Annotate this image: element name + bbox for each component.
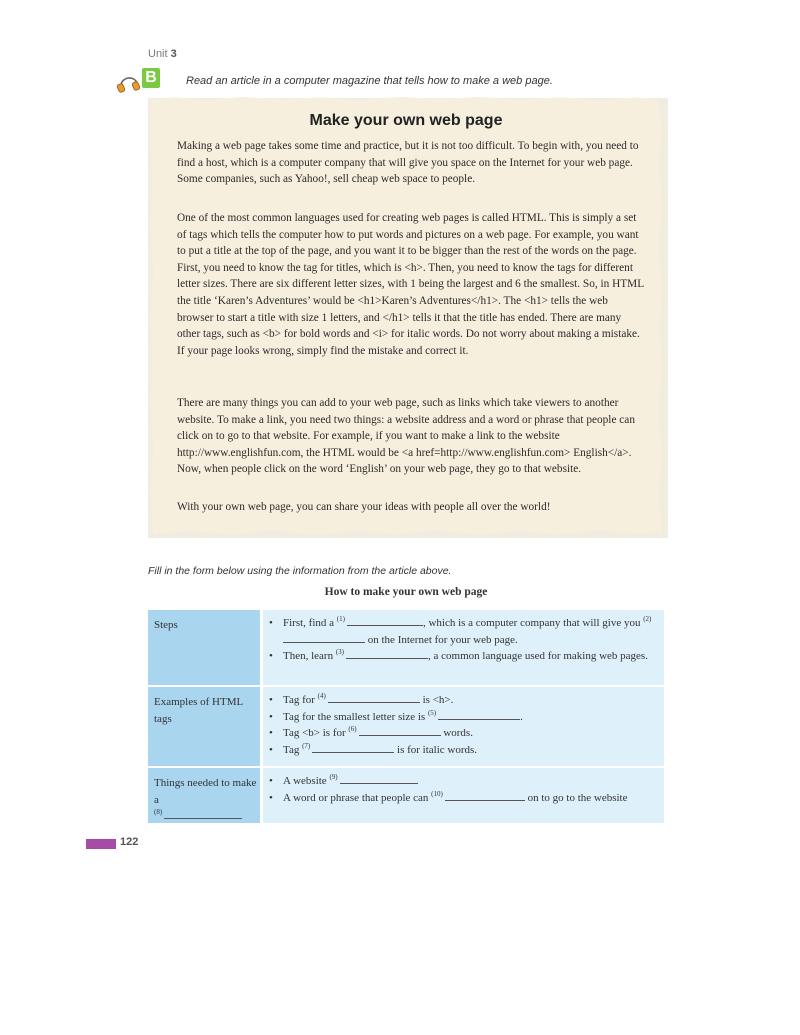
list-item: • A word or phrase that people can $^{(10)}$ on to go to the website bbox=[269, 790, 659, 807]
blank-8[interactable] bbox=[164, 808, 242, 819]
page-accent-bar bbox=[86, 839, 116, 849]
blank-2[interactable] bbox=[283, 632, 365, 643]
blank-4[interactable] bbox=[328, 692, 420, 703]
list-item: • Tag for $^{(4)}$ is <h>. bbox=[269, 692, 659, 709]
page-number: 122 bbox=[120, 836, 139, 848]
article-title: Make your own web page bbox=[309, 112, 503, 129]
blank-6[interactable] bbox=[359, 725, 441, 736]
row-label: Steps bbox=[154, 619, 178, 631]
blank-7[interactable] bbox=[312, 742, 394, 753]
article-paragraph-2: One of the most common languages used for creating web pages is called HTML. This is simply a set of tags which tells the computer how to put words and pictures on a web page. For example, you want to put a title at the top of the page, and you want it to be bigger than the rest of the words on the page. First, you need to know the tag for titles, which is <h>. Then, you need to know the tags for different letter sizes. There are six different letter sizes, with 1 being the largest and 6 the smallest. So, in HTML the title ‘Karen’s Adventures’ would be <h1>Karen’s Adventures</h1>. The <h1> tells the web browser to start a title with size 1 letters, and </h1> tells it that the title has ended. There are many other tags, such as <b> for bold words and <i> for italic words. Do not worry about making a mistake. If your page looks wrong, simply find the mistake and correct it. bbox=[177, 212, 644, 357]
list-item: • Tag <b> is for $^{(6)}$ words. bbox=[269, 725, 659, 742]
bullet-list bbox=[269, 692, 659, 758]
unit-label: Unit 3 bbox=[148, 48, 177, 60]
unit-number: 3 bbox=[170, 48, 177, 60]
blank-9[interactable] bbox=[340, 773, 418, 784]
list-item: • A website $^{(9)}$ bbox=[269, 773, 659, 790]
article-paragraph-3: There are many things you can add to your web page, such as links which take viewers to another website. To make a link, you need two things: a website address and a word or phrase that people can click on to go to that website. For example, if you want to make a link to the website http://www.englishfun.com, the HTML would be <a href=http://www.englishfun.com> English</a>. Now, when people click on the word ‘English’ on your web page, they go to that website. bbox=[177, 397, 635, 476]
form-row-steps bbox=[148, 610, 664, 685]
blank-5[interactable] bbox=[438, 709, 520, 720]
blank-10[interactable] bbox=[445, 790, 525, 801]
blank-3[interactable] bbox=[346, 648, 428, 659]
form-title: How to make your own web page bbox=[324, 586, 488, 598]
list-item: • Tag for the smallest letter size is $^{(5)}$ . bbox=[269, 709, 659, 726]
form-row-examples bbox=[148, 687, 664, 766]
list-item: • First, find a $^{(1)}$ , which is a computer company that will give you $^{(2)}$ on the Internet for your web page. bbox=[269, 615, 659, 648]
article-paragraph-4: With your own web page, you can share your ideas with people all over the world! bbox=[177, 501, 551, 513]
row-label: Examples of HTML tags bbox=[154, 696, 243, 725]
list-item: • Then, learn $^{(3)}$ , a common language used for making web pages. bbox=[269, 648, 659, 665]
row-label: Things needed to make a $^{(8)}$ bbox=[154, 775, 258, 825]
form-row-things bbox=[148, 768, 664, 823]
headphones-icon bbox=[116, 70, 142, 96]
reading-instruction: Read an article in a computer magazine that tells how to make a web page. bbox=[186, 75, 553, 87]
blank-1[interactable] bbox=[347, 615, 423, 626]
article-paragraph-1: Making a web page takes some time and practice, but it is not too difficult. To begin with, you need to find a host, which is a computer company that will give you space on the Internet for your web page. Some companies, such as Yahoo!, sell cheap web space to people. bbox=[177, 140, 639, 186]
bullet-list bbox=[269, 773, 659, 806]
form-instruction: Fill in the form below using the information from the article above. bbox=[148, 565, 452, 577]
section-badge: B bbox=[142, 68, 160, 88]
bullet-list bbox=[269, 615, 659, 665]
list-item: • Tag $^{(7)}$ is for italic words. bbox=[269, 742, 659, 759]
